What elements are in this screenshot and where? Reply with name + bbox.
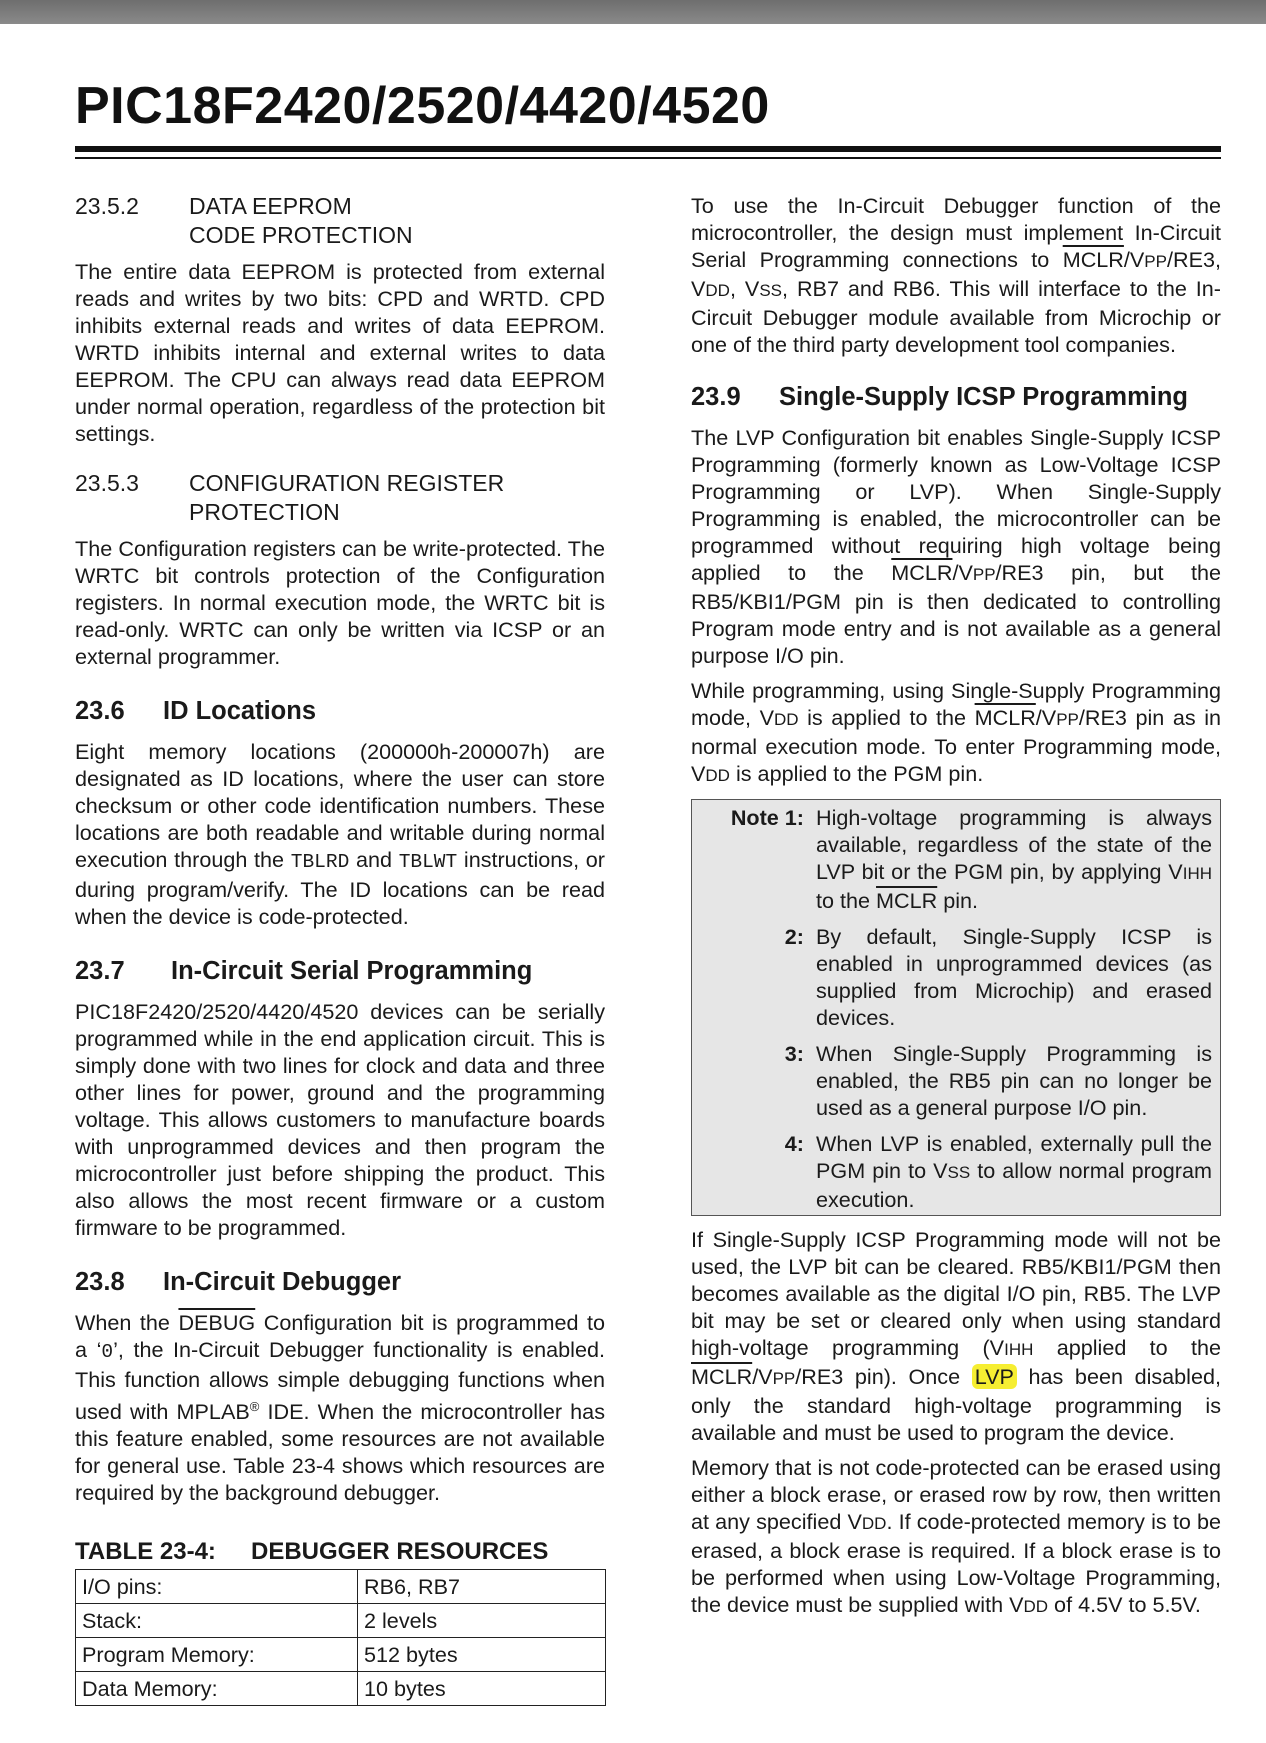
top-bar (0, 0, 1266, 24)
section-23-8-heading: 23.8 In-Circuit Debugger (75, 1268, 402, 1296)
note-item-4: 4: When LVP is enabled, externally pull the PGM pin to VSS to allow normal program execution. (784, 1131, 1212, 1212)
section-23-7-heading: 23.7 In-Circuit Serial Programming (75, 957, 533, 985)
section-23-7-body: PIC18F2420/2520/4420/4520 devices can be serially programmed while in the end application circuit. This is simply done with two lines for clock and data and three other lines for power, ground and the programming voltage. This allows customers to manufacture boards with unprogrammed devices and then program the microcontroller just before shipping the product. This also allows the most recent firmware or a custom firmware to be programmed. (75, 999, 605, 1240)
table-row: Program Memory: 512 bytes (76, 1638, 606, 1672)
section-23-9-heading: 23.9 Single-Supply ICSP Programming (691, 383, 1189, 411)
title-rule-thick (75, 146, 1221, 152)
table-row: I/O pins: RB6, RB7 (76, 1570, 606, 1604)
section-23-8-body: When the DEBUG Configuration bit is programmed to a ‘0’, the In-Circuit Debugger functionality is enabled. This function allows simple debugging functions when used with MPLAB® IDE. When the microcontroller has this feature enabled, some resources are not available for general use. Table 23-4 shows which resources are required by the background debugger. (75, 1310, 605, 1506)
note-box (691, 799, 1221, 1216)
section-23-9-paragraph-2: While programming, using Single-Supply Programming mode, VDD is applied to the MCLR/VPP/RE3 pin as in normal execution mode. To enter Programming mode, VDD is applied to the PGM pin. (691, 678, 1222, 786)
section-23-5-2-heading: 23.5.2 DATA EEPROM CODE PROTECTION (75, 193, 413, 248)
debugger-intro-paragraph: To use the In-Circuit Debugger function of the microcontroller, the design must implement In-Circuit Serial Programming connections to MCLR/VPP/RE3, VDD, VSS, RB7 and RB6. This will interface to the In-Circuit Debugger module available from Microchip or one of the third party development tool companies. (691, 193, 1221, 357)
memory-erase-paragraph: Memory that is not code-protected can be erased using either a block erase, or erased row by row, then written at any specified VDD. If code-protected memory is to be erased, a block erase is required. If a block erase is to be performed when using Low-Voltage Programming, the device must be supplied with VDD of 4.5V to 5.5V. (691, 1455, 1222, 1617)
title-rule-thin (75, 157, 1221, 159)
debugger-resources-table (75, 1569, 606, 1706)
section-23-5-3-heading: 23.5.3 CONFIGURATION REGISTER PROTECTION (75, 470, 505, 525)
left-column (75, 192, 605, 1706)
table-row: Data Memory: 10 bytes (76, 1672, 606, 1706)
table-row: Stack: 2 levels (76, 1604, 606, 1638)
section-23-6-heading: 23.6 ID Locations (75, 697, 317, 725)
note-item-1: Note 1: High-voltage programming is always available, regardless of the state of the LVP bit or the PGM pin, by applying VIHH to the MCLR pin. (730, 805, 1212, 913)
page-title: PIC18F2420/2520/4420/4520 (75, 77, 770, 135)
table-23-4-title: TABLE 23-4: DEBUGGER RESOURCES (75, 1538, 549, 1566)
section-23-6-body: Eight memory locations (200000h-200007h) are designated as ID locations, where the user can store checksum or other code identification numbers. These locations are both readable and writable during normal execution through the TBLRD and TBLWT instructions, or during program/verify. The ID locations can be read when the device is code-protected. (75, 739, 605, 929)
lvp-highlight: LVP (972, 1364, 1017, 1389)
section-23-9-paragraph-1: The LVP Configuration bit enables Single-Supply ICSP Programming (formerly known as Low-Voltage ICSP Programming or LVP). When Single-Supply Programming is enabled, the microcontroller can be programmed without requiring high voltage being applied to the MCLR/VPP/RE3 pin, but the RB5/KBI1/PGM pin is then dedicated to controlling Program mode entry and is not available as a general purpose I/O pin. (691, 425, 1221, 668)
section-23-5-3-body: The Configuration registers can be write-protected. The WRTC bit controls protection of the Configuration registers. In normal execution mode, the WRTC bit is read-only. WRTC can only be written via ICSP or an external programmer. (75, 536, 605, 669)
section-23-5-2-body: The entire data EEPROM is protected from external reads and writes by two bits: CPD and WRTD. CPD inhibits external reads and writes of data EEPROM. WRTD inhibits internal and external writes to data EEPROM. The CPU can always read data EEPROM under normal operation, regardless of the protection bit settings. (75, 259, 605, 446)
lvp-clear-paragraph: If Single-Supply ICSP Programming mode will not be used, the LVP bit can be cleared. RB5/KBI1/PGM then becomes available as the digital I/O pin, RB5. The LVP bit may be set or cleared only when using standard high-voltage programming (VIHH applied to the MCLR/VPP/RE3 pin). Once LVP has been disabled, only the standard high-voltage programming is available and must be used to program the device. (691, 1227, 1222, 1445)
note-item-2: 2: By default, Single-Supply ICSP is enabled in unprogrammed devices (as supplied from Microchip) and erased devices. (784, 924, 1212, 1030)
right-column (691, 192, 1221, 1620)
note-item-3: 3: When Single-Supply Programming is enabled, the RB5 pin can no longer be used as a general purpose I/O pin. (784, 1041, 1212, 1120)
